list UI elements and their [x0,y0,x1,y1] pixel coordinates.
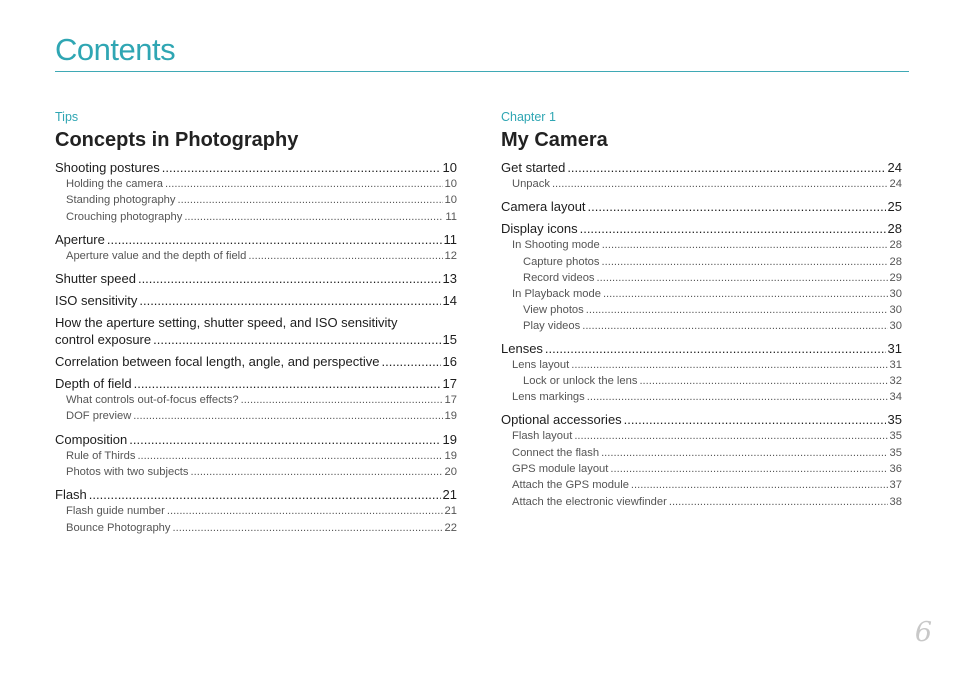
toc-entry-label: Display icons [501,221,578,237]
toc-entry[interactable] [55,520,457,536]
toc-entry-page: 25 [887,199,902,215]
dot-leader [574,428,887,444]
dot-leader [545,340,886,357]
toc-entry[interactable] [55,464,457,480]
toc-entry[interactable] [501,357,902,373]
toc-entry-label: Crouching photography [66,210,183,223]
toc-entry-page: 28 [887,221,902,237]
toc-entry-label: Flash guide number [66,505,165,518]
toc-entry[interactable] [501,461,902,477]
toc-entry[interactable] [55,503,457,519]
dot-leader [588,198,886,215]
toc-entry-page: 19 [442,431,457,447]
dot-leader [582,318,887,334]
toc-entry-label: DOF preview [66,410,132,423]
toc-entry-label: Shutter speed [55,271,136,287]
toc-column-chapter-1 [501,108,902,510]
toc-entry-page: 21 [442,487,457,503]
toc-entry-page: 34 [889,391,902,404]
toc-entry[interactable] [501,477,902,493]
dot-leader [624,411,886,428]
toc-entry-page: 32 [889,375,902,388]
toc-entry[interactable] [55,270,457,287]
toc-entry-label: View photos [523,303,584,316]
dot-leader [669,494,888,510]
toc-entry-page: 11 [443,231,457,247]
toc-list [55,159,457,536]
toc-entry-page: 11 [445,210,457,223]
toc-entry-label: Play videos [523,319,581,332]
toc-list [501,159,902,510]
toc-entry-label: control exposure [55,332,152,348]
toc-entry-label: Optional accessories [501,412,622,428]
dot-leader [610,461,887,477]
toc-entry[interactable] [55,231,457,248]
toc-entry[interactable] [55,331,457,348]
toc-entry-page: 35 [889,430,902,443]
toc-entry-page: 15 [442,332,457,348]
toc-entry[interactable] [501,237,902,253]
toc-entry-page: 22 [444,521,457,534]
toc-entry-page: 31 [889,358,902,371]
dot-leader [138,270,441,287]
toc-entry[interactable] [501,340,902,357]
toc-entry[interactable] [55,392,457,408]
toc-entry-page: 12 [444,249,457,262]
toc-entry[interactable] [501,428,902,444]
dot-leader [134,375,441,392]
toc-entry-label: ISO sensitivity [55,293,138,309]
toc-entry-label: What controls out-of-focus effects? [66,394,239,407]
section-kicker: Chapter 1 [501,110,556,124]
dot-leader [586,302,888,318]
toc-entry-page: 17 [442,376,457,392]
toc-entry-page: 16 [442,354,457,370]
toc-entry-page: 17 [444,394,457,407]
dot-leader [107,231,442,248]
dot-leader [603,286,888,302]
dot-leader [153,331,440,348]
section-kicker: Tips [55,110,79,124]
toc-entry-page: 10 [444,194,457,207]
toc-entry-label: Connect the flash [512,446,600,459]
dot-leader [602,254,888,270]
toc-entry-page: 30 [889,287,902,300]
toc-entry[interactable] [501,373,902,389]
toc-entry-label: Holding the camera [66,178,164,190]
dot-leader [382,353,441,370]
toc-entry-page: 29 [889,271,902,284]
toc-entry[interactable] [55,375,457,392]
toc-entry-label: Bounce Photography [66,521,171,534]
toc-entry-label: Capture photos [523,255,600,268]
toc-entry-page: 21 [444,505,457,518]
toc-entry-page: 38 [889,495,902,508]
dot-leader [177,192,442,208]
toc-entry[interactable] [55,192,457,208]
dot-leader [248,248,442,264]
toc-entry-label: Aperture value and the depth of field [66,249,247,262]
toc-entry-label: Depth of field [55,376,132,392]
toc-entry[interactable] [501,220,902,237]
toc-entry[interactable] [501,254,902,270]
toc-entry[interactable] [55,292,457,309]
toc-entry-label: Lens layout [512,358,570,371]
toc-entry-page: 28 [889,239,902,252]
toc-entry-page: 36 [889,463,902,476]
toc-entry-label: Flash [55,487,87,503]
toc-entry-label: Shooting postures [55,160,160,175]
dot-leader [602,237,888,253]
toc-entry[interactable] [501,389,902,405]
dot-leader [601,445,887,461]
toc-entry[interactable] [501,302,902,318]
toc-entry-label: Lenses [501,340,543,356]
toc-entry-page: 37 [889,479,902,492]
toc-entry[interactable] [501,159,902,176]
toc-entry-page: 30 [889,303,902,316]
dot-leader [597,270,888,286]
dot-leader [137,448,442,464]
toc-entry[interactable] [55,448,457,464]
toc-entry-label: Record videos [523,271,595,284]
toc-entry-label: Lock or unlock the lens [523,375,638,388]
dot-leader [241,392,443,408]
toc-entry-page: 10 [442,160,457,175]
toc-entry-page: 20 [444,466,457,479]
toc-entry-label: Rule of Thirds [66,449,136,462]
toc-entry-page: 35 [889,446,902,459]
toc-entry-label: Standing photography [66,194,176,207]
dot-leader [631,477,888,493]
toc-entry-page: 14 [442,293,457,309]
toc-entry-page: 19 [444,449,457,462]
toc-entry-label: Attach the electronic viewfinder [512,495,667,508]
page-title: Contents [55,32,176,67]
dot-leader [129,431,440,448]
toc-entry[interactable] [55,353,457,370]
toc-entry-label: Photos with two subjects [66,466,189,479]
toc-entry-label: Composition [55,431,128,447]
dot-leader [580,220,886,237]
toc-entry[interactable] [501,494,902,510]
toc-entry[interactable] [55,159,457,176]
dot-leader [139,292,440,309]
dot-leader [133,408,442,424]
toc-entry[interactable] [55,209,457,225]
toc-entry[interactable] [55,176,457,192]
toc-entry-label: Aperture [55,231,105,247]
dot-leader [165,176,443,192]
toc-entry[interactable] [501,445,902,461]
dot-leader [552,176,888,192]
toc-entry[interactable] [55,408,457,424]
toc-entry[interactable] [501,270,902,286]
dot-leader [167,503,443,519]
toc-entry[interactable] [55,431,457,448]
toc-entry-page: 35 [887,412,902,428]
toc-entry-page: 30 [889,319,902,332]
toc-entry-label: Attach the GPS module [512,479,629,492]
toc-entry-label: Unpack [512,178,550,190]
section-heading: My Camera [501,129,608,151]
toc-entry[interactable] [501,198,902,215]
dot-leader [567,159,885,176]
dot-leader [639,373,887,389]
toc-entry-page: 19 [444,410,457,423]
dot-leader [587,389,888,405]
dot-leader [571,357,887,373]
dot-leader [184,209,443,225]
toc-entry[interactable] [501,318,902,334]
toc-entry[interactable] [501,411,902,428]
title-divider [55,71,909,72]
toc-entry[interactable] [501,176,902,192]
dot-leader [173,520,443,536]
toc-entry-page: 31 [887,340,902,356]
toc-entry-page: 28 [889,255,902,268]
toc-entry-label: Lens markings [512,391,585,404]
toc-entry-label: Camera layout [501,199,586,215]
toc-entry-label: Flash layout [512,430,573,443]
toc-entry-label-line: How the aperture setting, shutter speed, and ISO sensitivity [55,315,398,331]
toc-entry[interactable] [55,486,457,503]
toc-entry-label: In Shooting mode [512,239,600,252]
toc-entry-label: GPS module layout [512,463,609,476]
section-heading: Concepts in Photography [55,129,299,151]
toc-entry-page: 24 [889,178,902,190]
page-number: 6 [914,617,932,648]
dot-leader [162,159,441,176]
toc-entry-page: 10 [444,178,457,190]
toc-entry-label: Get started [501,160,566,175]
dot-leader [191,464,443,480]
toc-entry-page: 24 [887,160,902,175]
dot-leader [89,486,441,503]
toc-column-tips [55,108,457,536]
toc-entry[interactable] [55,248,457,264]
toc-entry-label: In Playback mode [512,287,601,300]
toc-entry[interactable] [501,286,902,302]
toc-entry-page: 13 [442,271,457,287]
toc-entry-label: Correlation between focal length, angle, and perspective [55,354,380,370]
